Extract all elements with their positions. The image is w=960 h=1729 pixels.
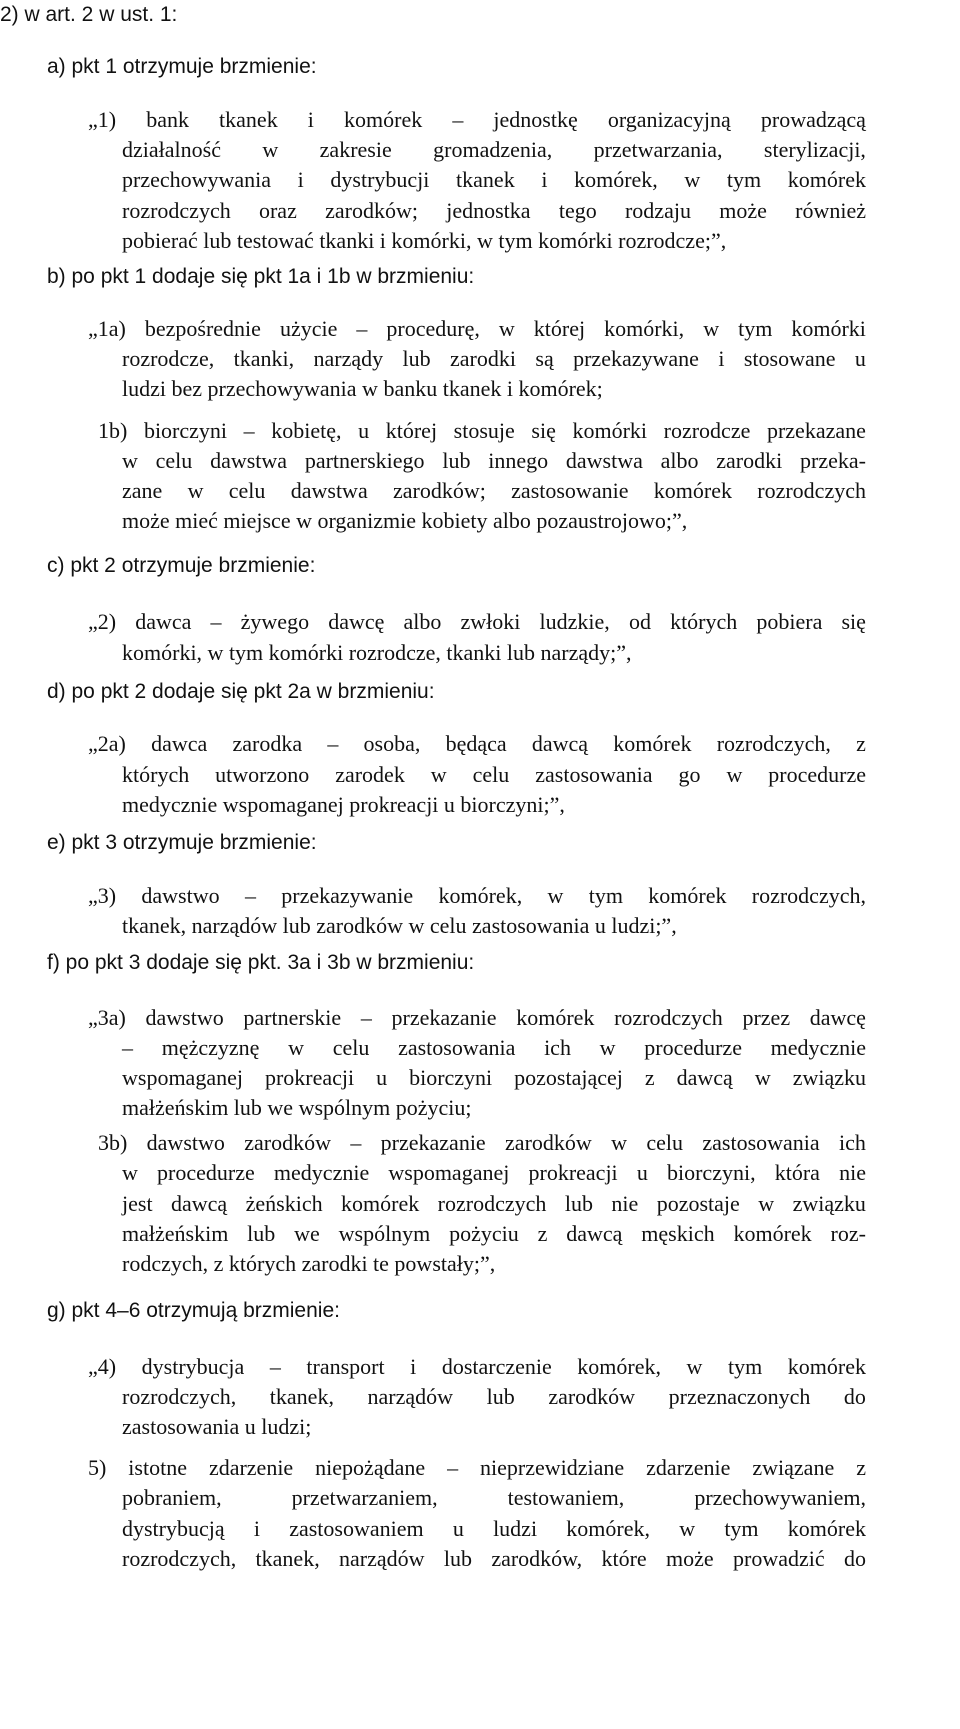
text-line: rodczych, z których zarodki te powstały;”, [122, 1251, 496, 1276]
text-line: – mężczyznę w celu zastosowania ich w procedurze medycznie [122, 1035, 866, 1060]
text-line: wspomaganej prokreacji u biorczyni pozostającej z dawcą w związku [122, 1065, 866, 1090]
text-line: jest dawcą żeńskich komórek rozrodczych lub nie pozostaje w związku [122, 1191, 866, 1216]
item-a-intro: a) pkt 1 otrzymuje brzmienie: [47, 55, 317, 78]
text-line: małżeńskim lub we wspólnym pożyciu z dawcą męskich komórek roz- [122, 1221, 866, 1246]
item-g-intro: g) pkt 4–6 otrzymują brzmienie: [47, 1299, 340, 1322]
text-line: „2a) dawca zarodka – osoba, będąca dawcą komórek rozrodczych, z [88, 731, 866, 756]
text-line: małżeńskim lub we wspólnym pożyciu; [122, 1095, 472, 1120]
text-line: pobraniem, przetwarzaniem, testowaniem, przechowywaniem, [122, 1485, 866, 1510]
text-line: „2) dawca – żywego dawcę albo zwłoki ludzkie, od których pobiera się [88, 609, 866, 634]
text-line: pobierać lub testować tkanki i komórki, w tym komórki rozrodcze;”, [122, 228, 727, 253]
text-line: zane w celu dawstwa zarodków; zastosowanie komórek rozrodczych [122, 478, 866, 503]
item-d-intro: d) po pkt 2 dodaje się pkt 2a w brzmieniu: [47, 680, 435, 703]
text-line: w celu dawstwa partnerskiego lub innego dawstwa albo zarodki przeka- [122, 448, 866, 473]
text-line: rozrodczych, tkanek, narządów lub zarodków przeznaczonych do [122, 1384, 866, 1409]
text-line: działalność w zakresie gromadzenia, przetwarzania, sterylizacji, [122, 137, 866, 162]
text-line: zastosowania u ludzi; [122, 1414, 312, 1439]
header-line: 2) w art. 2 w ust. 1: [0, 3, 178, 26]
text-line: medycznie wspomaganej prokreacji u biorczyni;”, [122, 792, 565, 817]
text-line: „1) bank tkanek i komórek – jednostkę organizacyjną prowadzącą [88, 107, 866, 132]
text-line: tkanek, narządów lub zarodków w celu zastosowania u ludzi;”, [122, 913, 677, 938]
text-line: rozrodczych, tkanek, narządów lub zarodków, które może prowadzić do [122, 1546, 866, 1571]
text-line: może mieć miejsce w organizmie kobiety albo pozaustrojowo;”, [122, 508, 688, 533]
text-line: „3) dawstwo – przekazywanie komórek, w tym komórek rozrodczych, [88, 883, 866, 908]
item-e-intro: e) pkt 3 otrzymuje brzmienie: [47, 831, 317, 854]
text-line: ludzi bez przechowywania w banku tkanek i komórek; [122, 376, 603, 401]
text-line: w procedurze medycznie wspomaganej prokreacji u biorczyni, która nie [122, 1160, 866, 1185]
item-b-intro: b) po pkt 1 dodaje się pkt 1a i 1b w brzmieniu: [47, 265, 475, 288]
text-line: 1b) biorczyni – kobietę, u której stosuje się komórki rozrodcze przekazane [98, 418, 866, 443]
text-line: „4) dystrybucja – transport i dostarczenie komórek, w tym komórek [88, 1354, 866, 1379]
text-line: „1a) bezpośrednie użycie – procedurę, w której komórki, w tym komórki [88, 316, 866, 341]
item-c-intro: c) pkt 2 otrzymuje brzmienie: [47, 554, 316, 577]
text-line: przechowywania i dystrybucji tkanek i komórek, w tym komórek [122, 167, 866, 192]
text-line: rozrodczych oraz zarodków; jednostka tego rodzaju może również [122, 198, 866, 223]
text-line: „3a) dawstwo partnerskie – przekazanie komórek rozrodczych przez dawcę [88, 1005, 866, 1030]
text-line: 3b) dawstwo zarodków – przekazanie zarodków w celu zastosowania ich [98, 1130, 866, 1155]
item-f-intro: f) po pkt 3 dodaje się pkt. 3a i 3b w brzmieniu: [47, 951, 475, 974]
text-line: 5) istotne zdarzenie niepożądane – nieprzewidziane zdarzenie związane z [88, 1455, 866, 1480]
text-line: dystrybucją i zastosowaniem u ludzi komórek, w tym komórek [122, 1516, 866, 1541]
text-line: których utworzono zarodek w celu zastosowania go w procedurze [122, 762, 866, 787]
text-line: komórki, w tym komórki rozrodcze, tkanki lub narządy;”, [122, 640, 632, 665]
text-line: rozrodcze, tkanki, narządy lub zarodki są przekazywane i stosowane u [122, 346, 866, 371]
